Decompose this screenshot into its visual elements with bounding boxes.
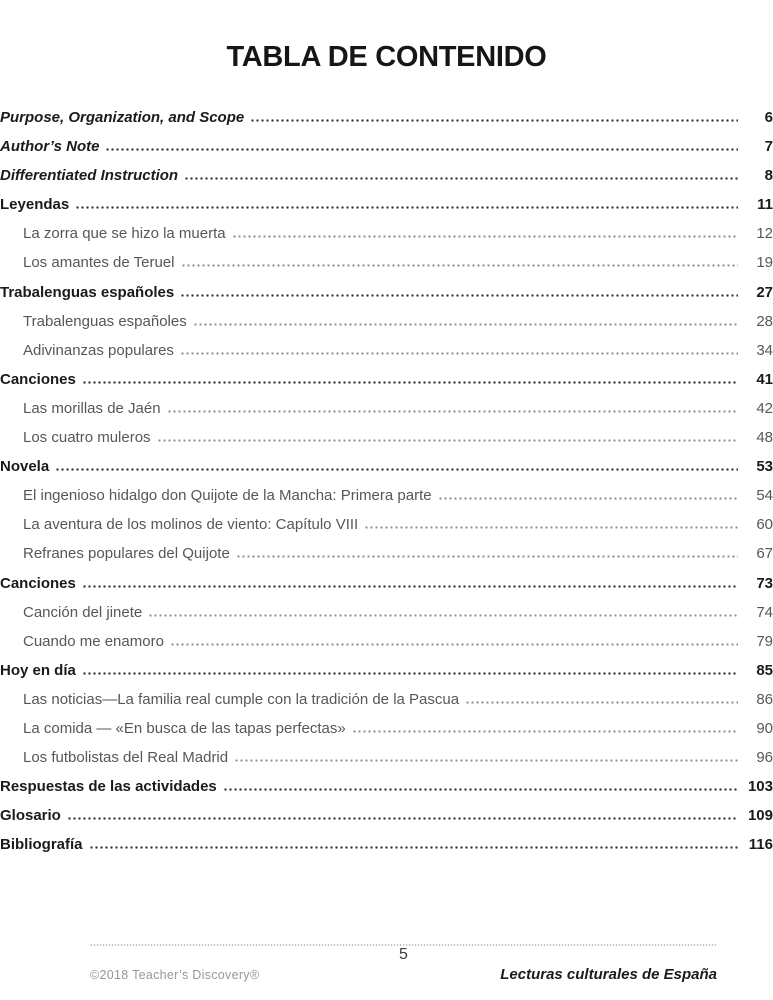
toc-entry-page: 74	[756, 603, 773, 621]
toc-entry-page: 96	[756, 749, 773, 767]
folio-page-number: 5	[399, 946, 408, 963]
toc-entry	[0, 772, 773, 801]
dot-leader-icon	[148, 614, 738, 617]
toc-entry	[0, 307, 773, 336]
dot-leader-icon	[236, 555, 738, 558]
toc-entry-label: Glosario	[0, 807, 61, 825]
toc-entry-label: La zorra que se hizo la muerta	[23, 225, 226, 243]
toc-entry-label: Canciones	[0, 574, 76, 592]
toc-entry	[0, 685, 773, 714]
toc-entry-label: Canción del jinete	[23, 603, 143, 621]
toc-entry	[0, 569, 773, 598]
dot-leader-icon	[232, 235, 738, 238]
dot-leader-icon	[364, 526, 738, 529]
toc-entry	[0, 743, 773, 772]
toc-entry	[0, 656, 773, 685]
toc-entry	[0, 278, 773, 307]
toc-entry-label: La comida — «En busca de las tapas perfectas»	[23, 719, 346, 737]
toc-entry-label: Hoy en día	[0, 661, 76, 679]
toc-entry-label: Leyendas	[0, 196, 70, 214]
toc-entry-page: 103	[747, 778, 773, 796]
toc-entry-page: 48	[756, 429, 773, 447]
toc-entry	[0, 801, 773, 830]
dot-leader-icon	[170, 643, 738, 646]
dot-leader-icon	[82, 672, 738, 675]
toc-entry-page: 60	[756, 516, 773, 534]
toc-entry	[0, 481, 773, 510]
toc-entry-page: 34	[756, 341, 773, 359]
dot-leader-icon	[67, 817, 738, 820]
dot-leader-icon	[465, 701, 738, 704]
toc-entry-label: Canciones	[0, 370, 76, 388]
toc-entry-label: Los cuatro muleros	[23, 429, 151, 447]
toc-entry-page: 27	[756, 283, 773, 301]
toc-entry	[0, 219, 773, 248]
dot-leader-icon	[82, 381, 738, 384]
toc-entry-label: Cuando me enamoro	[23, 632, 164, 650]
dot-leader-icon	[234, 759, 738, 762]
toc-entry-page: 19	[756, 254, 773, 272]
toc-entry-page: 86	[756, 690, 773, 708]
toc-entry	[0, 452, 773, 481]
toc-entry-label: Las morillas de Jaén	[23, 399, 161, 417]
toc-entry-page: 6	[764, 109, 773, 126]
dot-leader-icon	[352, 730, 738, 733]
toc-entry-label: La aventura de los molinos de viento: Capítulo VIII	[23, 516, 359, 534]
footer	[90, 966, 717, 983]
toc-entry-label: El ingenioso hidalgo don Quijote de la Mancha: Primera parte	[23, 487, 432, 505]
dot-leader-icon	[105, 148, 738, 151]
toc-entry	[0, 627, 773, 656]
dot-leader-icon	[157, 439, 738, 442]
toc-entry-page: 73	[756, 574, 773, 592]
dot-leader-icon	[55, 468, 738, 471]
copyright-text: ©2018 Teacher’s Discovery®	[90, 968, 260, 982]
toc-entry-page: 116	[748, 836, 773, 854]
toc-entry-page: 7	[764, 138, 773, 156]
toc-entry-page: 90	[756, 719, 773, 737]
toc-entry-label: Trabalenguas españoles	[23, 312, 187, 330]
dot-leader-icon	[193, 323, 738, 326]
toc-entry-page: 41	[756, 370, 773, 388]
toc-entry	[0, 539, 773, 568]
dot-leader-icon	[223, 788, 738, 791]
toc-entry-page: 109	[747, 807, 773, 825]
dot-leader-icon	[180, 352, 738, 355]
toc-entry	[0, 394, 773, 423]
toc-entry-page: 85	[756, 661, 773, 679]
dot-leader-icon	[180, 294, 738, 297]
book-title: Lecturas culturales de España	[500, 966, 717, 983]
toc-entry	[0, 248, 773, 277]
toc-entry-label: Bibliografía	[0, 836, 83, 854]
toc-entry-page: 53	[756, 458, 773, 476]
table-of-contents	[0, 103, 773, 859]
toc-entry-label: Los amantes de Teruel	[23, 254, 175, 272]
dot-leader-icon	[250, 119, 738, 122]
dot-leader-icon	[184, 177, 738, 180]
toc-entry	[0, 336, 773, 365]
toc-entry-label: Refranes populares del Quijote	[23, 545, 230, 563]
toc-entry	[0, 510, 773, 539]
toc-entry-label: Adivinanzas populares	[23, 341, 174, 359]
toc-entry	[0, 132, 773, 161]
dot-leader-icon	[75, 206, 738, 209]
toc-entry	[0, 830, 773, 859]
dot-leader-icon	[181, 264, 739, 267]
toc-entry-label: Author’s Note	[0, 138, 100, 156]
toc-entry-page: 28	[756, 312, 773, 330]
toc-entry-label: Differentiated Instruction	[0, 167, 179, 185]
toc-entry	[0, 423, 773, 452]
toc-entry-label: Los futbolistas del Real Madrid	[23, 749, 229, 767]
toc-entry	[0, 190, 773, 219]
toc-entry	[0, 598, 773, 627]
toc-entry-label: Novela	[0, 458, 50, 476]
toc-entry	[0, 161, 773, 190]
toc-entry-page: 12	[756, 225, 773, 243]
toc-entry-label: Purpose, Organization, and Scope	[0, 109, 245, 126]
toc-entry	[0, 103, 773, 132]
toc-entry-page: 42	[756, 399, 773, 417]
toc-entry	[0, 365, 773, 394]
toc-entry-page: 67	[756, 545, 773, 563]
toc-entry-page: 8	[764, 167, 773, 185]
toc-entry-page: 54	[756, 487, 773, 505]
dot-leader-icon	[82, 585, 738, 588]
toc-entry-label: Las noticias—La familia real cumple con la tradición de la Pascua	[23, 690, 460, 708]
dot-leader-icon	[438, 497, 738, 500]
dot-leader-icon	[167, 410, 738, 413]
toc-entry-page: 11	[757, 196, 773, 214]
toc-entry-page: 79	[756, 632, 773, 650]
page-title: TABLA DE CONTENIDO	[226, 41, 547, 73]
toc-entry-label: Trabalenguas españoles	[0, 283, 175, 301]
toc-entry	[0, 714, 773, 743]
dot-leader-icon	[89, 846, 738, 849]
toc-entry-label: Respuestas de las actividades	[0, 778, 217, 796]
